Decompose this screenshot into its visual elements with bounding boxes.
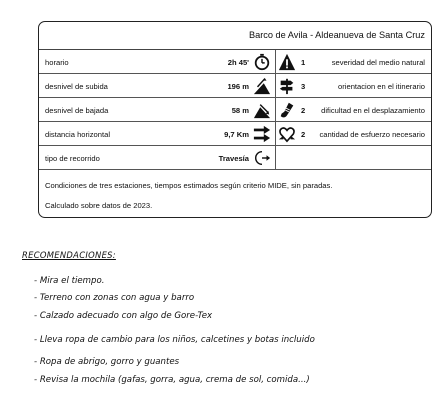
route-title: Barco de Avila - Aldeanueva de Santa Cruz (248, 30, 425, 40)
row-value: 2h 45' (227, 58, 249, 67)
loop-arrow-icon (253, 149, 271, 167)
row-tipo-recorrido (39, 146, 431, 170)
recommendation-item: - Terreno con zonas con agua y barro (34, 293, 195, 303)
row-score: 1 (301, 58, 306, 67)
double-arrow-icon (253, 125, 271, 143)
row-label: horario (45, 58, 69, 67)
row-value: 196 m (227, 82, 249, 91)
recommendation-item: - Revisa la mochila (gafas, gorra, agua, crema de sol, comida...) (34, 375, 310, 385)
recommendation-item: - Mira el tiempo. (34, 276, 105, 286)
signpost-icon (278, 77, 296, 95)
row-value: 9,7 Km (224, 130, 249, 139)
mountain-down-icon (253, 101, 271, 119)
row-distancia (39, 122, 431, 146)
boot-icon (278, 101, 296, 119)
note-conditions: Condiciones de tres estaciones, tiempos estimados según criterio MIDE, sin paradas. (45, 181, 333, 190)
note-data-year: Calculado sobre datos de 2023. (45, 201, 153, 210)
row-score: 2 (301, 106, 306, 115)
row-score: 2 (301, 130, 306, 139)
recommendation-item: - Calzado adecuado con algo de Gore-Tex (34, 311, 213, 321)
warning-icon (278, 53, 296, 71)
row-value: Travesía (218, 154, 249, 163)
row-desc: severidad del medio natural (331, 58, 425, 67)
recommendation-item: - Ropa de abrigo, gorro y guantes (34, 357, 180, 367)
row-label: distancia horizontal (45, 130, 111, 139)
notes (39, 170, 431, 218)
heart-icon (278, 125, 296, 143)
recommendation-item: - Lleva ropa de cambio para los niños, calcetines y botas incluido (34, 335, 315, 345)
title-row (39, 22, 431, 50)
clock-icon (253, 53, 271, 71)
row-desnivel-bajada (39, 98, 431, 122)
row-label: tipo de recorrido (45, 154, 100, 163)
mide-table (38, 21, 432, 218)
row-label: desnivel de bajada (45, 106, 109, 115)
row-label: desnivel de subida (45, 82, 108, 91)
row-horario (39, 50, 431, 74)
row-desc: cantidad de esfuerzo necesario (319, 130, 425, 139)
row-score: 3 (301, 82, 306, 91)
mountain-up-icon (253, 77, 271, 95)
row-desc: dificultad en el desplazamiento (321, 106, 425, 115)
row-value: 58 m (231, 106, 249, 115)
recommendations-title: RECOMENDACIONES: (22, 250, 116, 260)
row-desc: orientacion en el itinerario (338, 82, 425, 91)
row-desnivel-subida (39, 74, 431, 98)
